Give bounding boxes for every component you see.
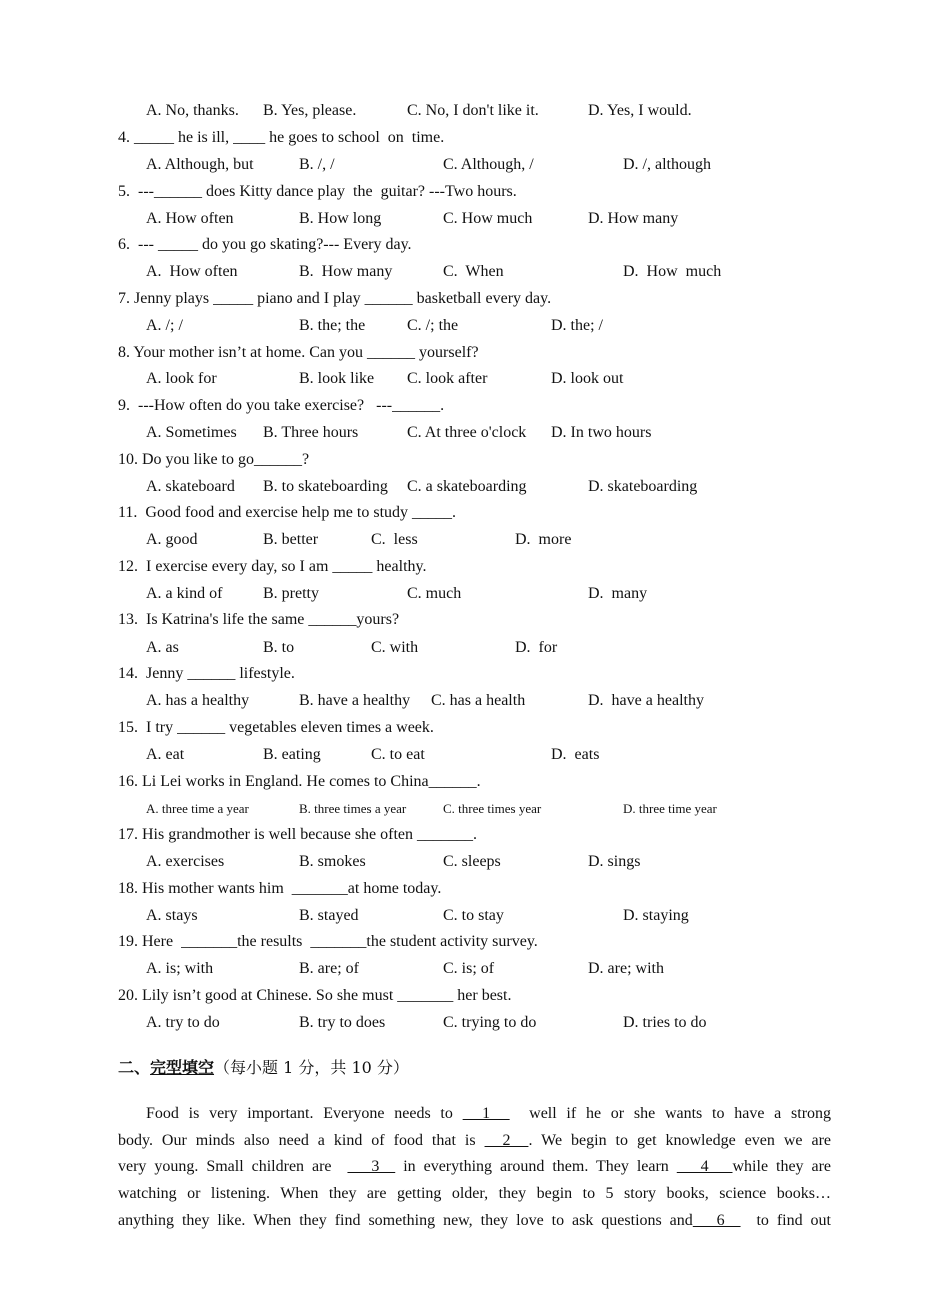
passage-text: well if he or she wants to have a strong	[509, 1105, 832, 1122]
answer-option: A. stays	[146, 907, 198, 924]
cloze-blank: 4	[676, 1158, 733, 1175]
answer-option: D. the; /	[551, 317, 603, 334]
answer-option: C. to eat	[371, 746, 425, 763]
answer-option: C. less	[371, 531, 418, 548]
answer-option: B. eating	[263, 746, 321, 763]
answer-option: A. eat	[146, 746, 185, 763]
answer-option: B. How long	[299, 210, 382, 227]
question-stem: 5. ---______ does Kitty dance play the guitar? ---Two hours.	[118, 183, 517, 200]
answer-option: D. skateboarding	[588, 478, 698, 495]
question-stem: 11. Good food and exercise help me to study _____.	[118, 504, 457, 521]
passage-text: in everything around them. They learn	[395, 1158, 677, 1175]
answer-option: C. When	[443, 263, 504, 280]
cloze-blank: 1	[462, 1105, 510, 1122]
answer-option: D. are; with	[588, 960, 664, 977]
question-stem: 12. I exercise every day, so I am _____ healthy.	[118, 558, 427, 575]
answer-option: D. How much	[623, 263, 722, 280]
answer-option: C. a skateboarding	[407, 478, 527, 495]
question-stem: 17. His grandmother is well because she often _______.	[118, 826, 478, 843]
answer-option: A. three time a year	[146, 801, 249, 816]
passage-text: anything they like. When they find something new, they love to ask questions and	[118, 1212, 693, 1229]
answer-option: D. tries to do	[623, 1014, 707, 1031]
answer-option: A. No, thanks.	[146, 102, 239, 119]
answer-option: C. /; the	[407, 317, 459, 334]
question-stem: 6. --- _____ do you go skating?--- Every day.	[118, 236, 412, 253]
passage-line	[118, 1211, 831, 1231]
answer-option: D. staying	[623, 907, 689, 924]
answer-option: A. try to do	[146, 1014, 220, 1031]
section-heading	[118, 1055, 409, 1078]
passage-line	[146, 1104, 831, 1124]
question-stem: 13. Is Katrina's life the same ______yours?	[118, 611, 400, 628]
section-note: （每小题 1 分，共 10 分）	[214, 1058, 409, 1077]
answer-option: C. At three o'clock	[407, 424, 527, 441]
question-stem: 15. I try ______ vegetables eleven times a week.	[118, 719, 434, 736]
answer-option: B. stayed	[299, 907, 359, 924]
question-stem: 4. _____ he is ill, ____ he goes to school on time.	[118, 129, 445, 146]
question-stem: 8. Your mother isn’t at home. Can you ______ yourself?	[118, 344, 479, 361]
question-stem: 14. Jenny ______ lifestyle.	[118, 665, 295, 682]
answer-option: A. exercises	[146, 853, 225, 870]
answer-option: B. have a healthy	[299, 692, 411, 709]
cloze-blank: 2	[484, 1132, 529, 1149]
answer-option: A. good	[146, 531, 198, 548]
answer-option: D. for	[515, 639, 558, 656]
passage-line	[118, 1157, 831, 1177]
answer-option: A. Although, but	[146, 156, 254, 173]
answer-option: D. many	[588, 585, 648, 602]
passage-text: . We begin to get knowledge even we are	[528, 1132, 832, 1149]
answer-option: C. trying to do	[443, 1014, 537, 1031]
question-stem: 7. Jenny plays _____ piano and I play ______ basketball every day.	[118, 290, 552, 307]
answer-option: D. sings	[588, 853, 641, 870]
answer-option: B. Yes, please.	[263, 102, 357, 119]
answer-option: B. look like	[299, 370, 375, 387]
answer-option: B. smokes	[299, 853, 366, 870]
section-number: 二、	[118, 1058, 151, 1077]
passage-line	[118, 1131, 831, 1151]
question-stem: 19. Here _______the results _______the student activity survey.	[118, 933, 538, 950]
answer-option: B. to	[263, 639, 295, 656]
cloze-blank: 3	[347, 1158, 396, 1175]
answer-option: B. try to does	[299, 1014, 386, 1031]
passage-text: very young. Small children are	[118, 1158, 348, 1175]
answer-option: D. /, although	[623, 156, 711, 173]
passage-text: while they are	[732, 1158, 832, 1175]
passage-text: to find out	[740, 1212, 832, 1229]
answer-option: C. How much	[443, 210, 533, 227]
answer-option: C. is; of	[443, 960, 495, 977]
answer-option: A. as	[146, 639, 179, 656]
answer-option: A. a kind of	[146, 585, 223, 602]
answer-option: A. has a healthy	[146, 692, 250, 709]
answer-option: D. In two hours	[551, 424, 652, 441]
answer-option: D. have a healthy	[588, 692, 704, 709]
passage-text: watching or listening. When they are getting older, they begin to 5 story books, science books…	[118, 1185, 831, 1202]
answer-option: D. Yes, I would.	[588, 102, 692, 119]
answer-option: A. Sometimes	[146, 424, 237, 441]
answer-option: D. more	[515, 531, 572, 548]
question-stem: 18. His mother wants him _______at home today.	[118, 880, 442, 897]
section-title: 完型填空	[150, 1058, 215, 1077]
answer-option: C. three times year	[443, 801, 542, 816]
question-stem: 16. Li Lei works in England. He comes to China______.	[118, 773, 481, 790]
question-stem: 10. Do you like to go______?	[118, 451, 310, 468]
answer-option: B. three times a year	[299, 801, 407, 816]
answer-option: C. sleeps	[443, 853, 501, 870]
answer-option: C. with	[371, 639, 419, 656]
answer-option: A. look for	[146, 370, 217, 387]
answer-option: A. How often	[146, 210, 234, 227]
passage-text: body. Our minds also need a kind of food that is	[118, 1132, 485, 1149]
answer-option: B. to skateboarding	[263, 478, 388, 495]
answer-option: B. How many	[299, 263, 393, 280]
answer-option: D. look out	[551, 370, 624, 387]
answer-option: B. Three hours	[263, 424, 359, 441]
answer-option: A. is; with	[146, 960, 214, 977]
passage-line	[118, 1184, 831, 1204]
question-stem: 20. Lily isn’t good at Chinese. So she must _______ her best.	[118, 987, 512, 1004]
answer-option: C. No, I don't like it.	[407, 102, 539, 119]
answer-option: A. /; /	[146, 317, 183, 334]
answer-option: D. How many	[588, 210, 679, 227]
answer-option: B. /, /	[299, 156, 335, 173]
answer-option: B. are; of	[299, 960, 359, 977]
answer-option: B. pretty	[263, 585, 319, 602]
answer-option: B. better	[263, 531, 319, 548]
answer-option: A. skateboard	[146, 478, 235, 495]
answer-option: C. much	[407, 585, 462, 602]
question-stem: 9. ---How often do you take exercise? ---______.	[118, 397, 445, 414]
answer-option: A. How often	[146, 263, 238, 280]
answer-option: D. three time year	[623, 801, 717, 816]
answer-option: D. eats	[551, 746, 600, 763]
passage-text: Food is very important. Everyone needs to	[146, 1105, 463, 1122]
answer-option: C. has a health	[431, 692, 526, 709]
answer-option: B. the; the	[299, 317, 366, 334]
answer-option: C. Although, /	[443, 156, 534, 173]
answer-option: C. look after	[407, 370, 488, 387]
answer-option: C. to stay	[443, 907, 504, 924]
cloze-blank: 6	[692, 1212, 741, 1229]
